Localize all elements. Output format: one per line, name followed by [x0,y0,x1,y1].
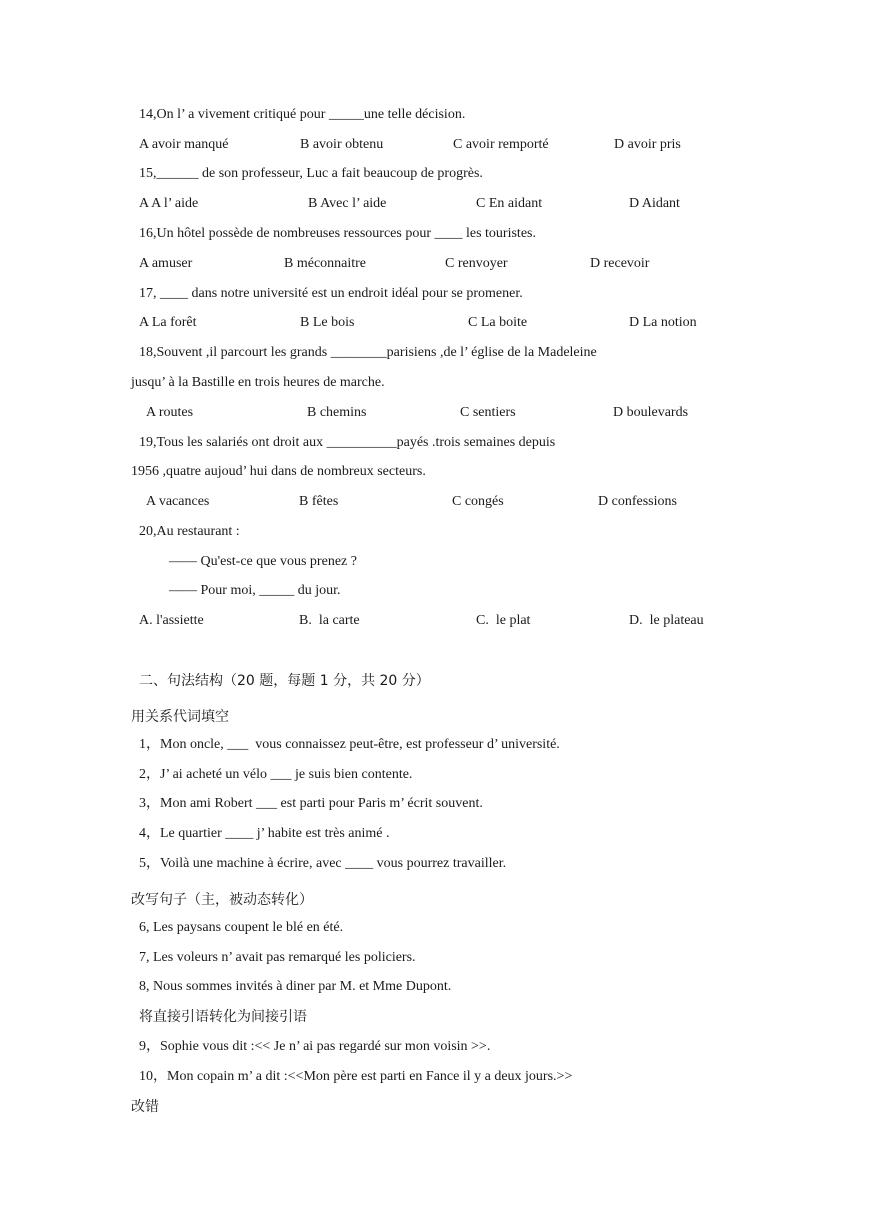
part-2-item: 8, Nous sommes invités à diner par M. et Mme Dupont. [139,979,452,994]
question-16-stem: 16,Un hôtel possède de nombreuses ressources pour ____ les touristes. [139,226,536,241]
q14-option-a: A avoir manqué [139,137,229,152]
question-19-stem-line1: 19,Tous les salariés ont droit aux __________payés .trois semaines depuis [139,435,556,450]
q20-option-b: B. la carte [299,613,360,628]
q20-dialogue-line2: —— Pour moi, _____ du jour. [169,583,341,598]
q17-option-c: C La boite [468,315,528,330]
question-18-stem-line2: jusqu’ à la Bastille en trois heures de marche. [131,375,385,390]
q18-option-a: A routes [146,405,194,420]
q18-option-b: B chemins [307,405,367,420]
q18-option-d: D boulevards [613,405,689,420]
q17-option-a: A La forêt [139,315,197,330]
q19-option-b: B fêtes [299,494,339,509]
q16-option-b: B méconnaitre [284,256,367,271]
section-2-heading: 二、句法结构（20 题，每题 1 分，共 20 分） [139,673,430,689]
q15-option-a: A A l’ aide [139,196,199,211]
part-1-item: 2，J’ ai acheté un vélo ___ je suis bien contente. [139,767,413,782]
question-18-stem-line1: 18,Souvent ,il parcourt les grands ________parisiens ,de l’ église de la Madeleine [139,345,597,360]
q20-option-a: A. l'assiette [139,613,204,628]
question-20-stem: 20,Au restaurant : [139,524,240,539]
q16-option-d: D recevoir [590,256,650,271]
q19-option-a: A vacances [146,494,210,509]
q15-option-c: C En aidant [476,196,543,211]
part-1-title: 用关系代词填空 [131,709,229,725]
q14-option-b: B avoir obtenu [300,137,384,152]
q17-option-b: B Le bois [300,315,355,330]
question-17-stem: 17, ____ dans notre université est un endroit idéal pour se promener. [139,286,523,301]
q14-option-c: C avoir remporté [453,137,549,152]
part-3-item: 10，Mon copain m’ a dit :<<Mon père est parti en Fance il y a deux jours.>> [139,1069,573,1084]
question-15-stem: 15,______ de son professeur, Luc a fait beaucoup de progrès. [139,166,483,181]
part-1-item: 4，Le quartier ____ j’ habite est très animé . [139,826,390,841]
q19-option-d: D confessions [598,494,677,509]
q16-option-c: C renvoyer [445,256,508,271]
part-1-item: 1，Mon oncle, ___ vous connaissez peut-être, est professeur d’ université. [139,737,560,752]
q20-option-d: D. le plateau [629,613,704,628]
part-1-item: 3，Mon ami Robert ___ est parti pour Paris m’ écrit souvent. [139,796,483,811]
q20-dialogue-line1: —— Qu'est-ce que vous prenez ? [169,554,357,569]
q16-option-a: A amuser [139,256,193,271]
q15-option-b: B Avec l’ aide [308,196,387,211]
q14-option-d: D avoir pris [614,137,681,152]
q19-option-c: C congés [452,494,504,509]
part-1-item: 5，Voilà une machine à écrire, avec ____ vous pourrez travailler. [139,856,507,871]
part-3-title: 将直接引语转化为间接引语 [139,1009,307,1025]
part-4-title: 改错 [131,1099,159,1115]
question-19-stem-line2: 1956 ,quatre aujoud’ hui dans de nombreux secteurs. [131,464,426,479]
part-2-item: 7, Les voleurs n’ avait pas remarqué les policiers. [139,950,416,965]
q20-option-c: C. le plat [476,613,531,628]
part-2-item: 6, Les paysans coupent le blé en été. [139,920,344,935]
part-2-title: 改写句子（主，被动态转化） [131,892,313,908]
question-14-stem: 14,On l’ a vivement critiqué pour _____une telle décision. [139,107,466,122]
part-3-item: 9，Sophie vous dit :<< Je n’ ai pas regardé sur mon voisin >>. [139,1039,491,1054]
q15-option-d: D Aidant [629,196,680,211]
q17-option-d: D La notion [629,315,697,330]
q18-option-c: C sentiers [460,405,516,420]
